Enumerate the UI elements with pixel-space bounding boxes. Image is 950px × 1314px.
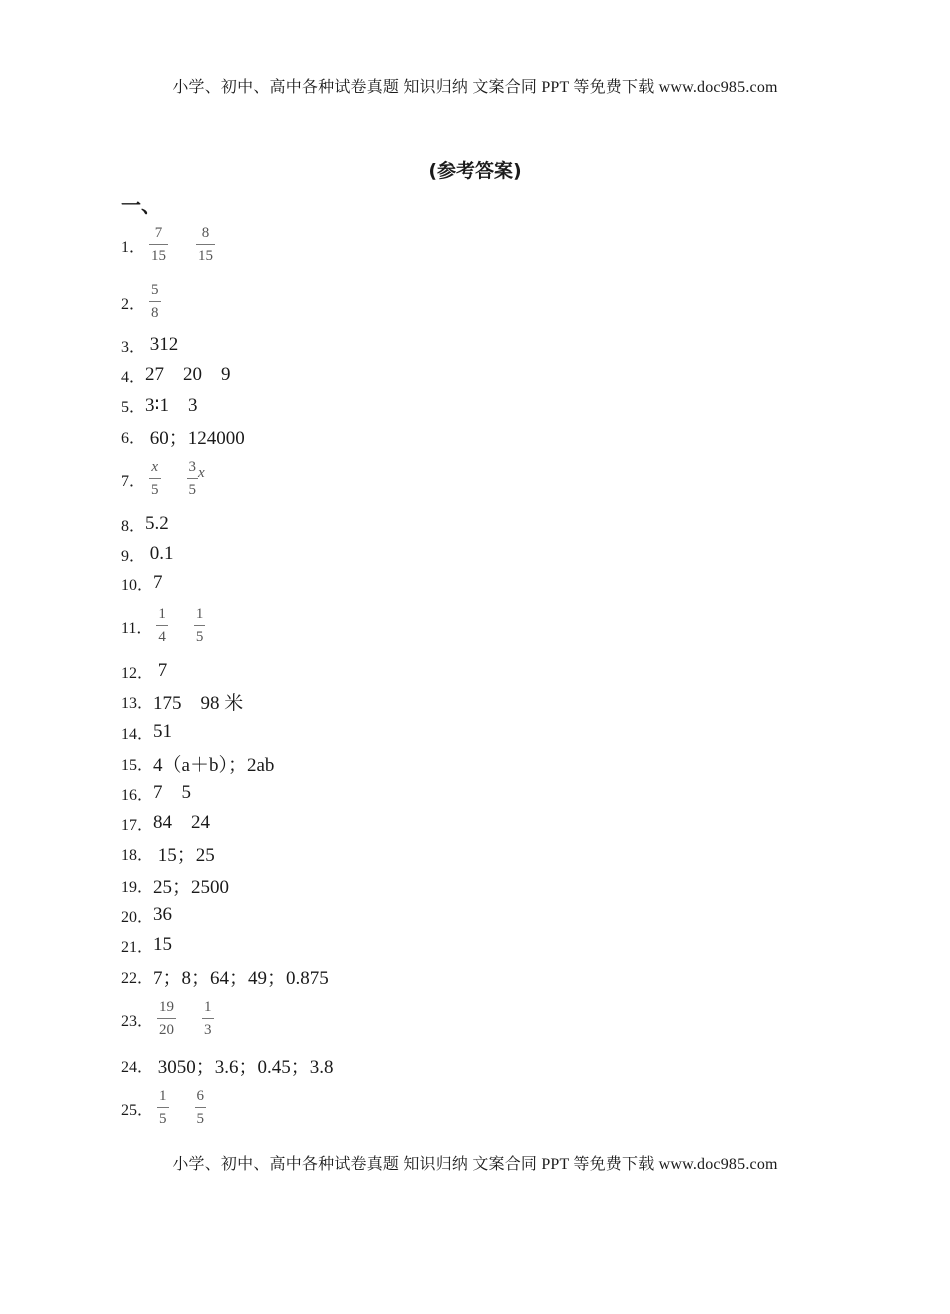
answer-item-21 <box>121 930 172 960</box>
numerator: 3 <box>188 459 197 475</box>
answer-item-25 <box>121 1088 210 1127</box>
item-number: 23． <box>121 1012 154 1030</box>
numerator: 19 <box>159 999 175 1015</box>
denominator: 5 <box>159 1111 167 1127</box>
numerator: 1 <box>204 999 212 1015</box>
item-number: 19． <box>121 878 154 896</box>
answer-item-24 <box>121 1050 334 1080</box>
item-number: 18． <box>121 846 154 864</box>
item-number: 7． <box>121 472 146 490</box>
item-number: 16． <box>121 786 154 804</box>
answer-text: 7 <box>153 572 163 593</box>
fraction <box>149 283 161 321</box>
denominator: 5 <box>195 629 204 645</box>
item-number: 11． <box>121 619 153 637</box>
item-number: 9． <box>121 547 146 565</box>
answer-item-5 <box>121 390 197 420</box>
item-number: 4． <box>121 368 146 386</box>
answer-item-10 <box>121 568 163 598</box>
item-number: 14． <box>121 725 154 743</box>
answer-text: 25；2500 <box>153 876 230 898</box>
answer-item-7 <box>121 459 205 498</box>
numerator: 6 <box>196 1088 205 1104</box>
fraction <box>195 1089 207 1127</box>
answer-text: 3∶1 3 <box>145 394 198 416</box>
answer-text: 312 <box>145 334 179 355</box>
denominator: 15 <box>151 248 167 264</box>
fraction <box>157 1089 169 1127</box>
item-number: 15． <box>121 756 154 774</box>
numerator: 1 <box>159 1088 167 1104</box>
answer-item-23 <box>121 999 218 1038</box>
answer-text: 84 24 <box>153 812 211 833</box>
answer-text: 36 <box>153 904 173 925</box>
answer-text: 7 <box>153 660 168 681</box>
numerator: x <box>151 459 159 475</box>
denominator: 5 <box>188 482 197 498</box>
answer-text: 27 20 9 <box>145 364 231 385</box>
item-number: 21． <box>121 938 154 956</box>
fraction <box>196 226 215 264</box>
item-number: 25． <box>121 1101 154 1119</box>
numerator: 1 <box>158 606 166 622</box>
answer-text: 0.1 <box>145 543 174 564</box>
answer-item-22 <box>121 961 329 991</box>
answer-item-12 <box>121 656 167 686</box>
item-number: 10． <box>121 576 154 594</box>
answer-text: 7；8；64；49；0.875 <box>153 967 329 989</box>
answer-text: 3050；3.6；0.45；3.8 <box>153 1056 334 1078</box>
answer-text: 5.2 <box>145 513 169 534</box>
answer-item-8 <box>121 509 169 539</box>
denominator: 5 <box>196 1111 205 1127</box>
item-number: 20． <box>121 908 154 926</box>
numerator: 5 <box>151 282 159 298</box>
numerator: 7 <box>154 225 163 241</box>
denominator: 4 <box>158 629 166 645</box>
answer-item-6 <box>121 421 245 451</box>
answer-text: 15；25 <box>153 844 215 866</box>
fraction <box>202 1000 214 1038</box>
answer-text: 51 <box>153 721 173 742</box>
answer-text: 4（a＋b）；2ab <box>153 754 275 776</box>
answer-item-20 <box>121 900 172 930</box>
denominator: 15 <box>198 248 214 264</box>
item-number: 24． <box>121 1058 154 1076</box>
answer-item-2 <box>121 282 165 321</box>
answer-item-9 <box>121 539 174 569</box>
answer-item-4 <box>121 360 231 390</box>
fraction <box>187 460 199 498</box>
fraction <box>156 607 168 645</box>
answer-text: 175 98 米 <box>153 692 244 714</box>
item-number: 1． <box>121 238 146 256</box>
answer-title: (参考答案) <box>428 160 522 182</box>
page-header-banner: 小学、初中、高中各种试卷真题 知识归纳 文案合同 PPT 等免费下载 www.doc985.com <box>172 79 778 96</box>
variable: x <box>198 464 205 481</box>
answer-item-13 <box>121 686 243 716</box>
denominator: 5 <box>151 482 159 498</box>
item-number: 3． <box>121 338 146 356</box>
denominator: 3 <box>204 1022 212 1038</box>
answer-item-17 <box>121 808 210 838</box>
item-number: 13． <box>121 694 154 712</box>
answer-item-3 <box>121 330 178 360</box>
denominator: 20 <box>159 1022 175 1038</box>
answer-text: 15 <box>153 934 173 955</box>
answer-item-18 <box>121 838 215 868</box>
numerator: 1 <box>195 606 204 622</box>
answer-item-1 <box>121 225 219 264</box>
item-number: 17． <box>121 816 154 834</box>
answer-item-11 <box>121 606 209 645</box>
answer-item-16 <box>121 778 191 808</box>
answer-item-19 <box>121 870 229 900</box>
item-number: 5． <box>121 398 146 416</box>
answer-item-14 <box>121 717 172 747</box>
fraction <box>194 607 206 645</box>
numerator: 8 <box>201 225 210 241</box>
item-number: 2． <box>121 295 146 313</box>
section-heading: 一、 <box>121 193 161 217</box>
item-number: 22． <box>121 969 154 987</box>
answer-item-15 <box>121 748 274 778</box>
fraction <box>149 226 168 264</box>
denominator: 8 <box>151 305 159 321</box>
answer-text: 60；124000 <box>145 427 245 449</box>
fraction <box>157 1000 176 1038</box>
item-number: 12． <box>121 664 154 682</box>
answer-text: 7 5 <box>153 782 192 803</box>
item-number: 8． <box>121 517 146 535</box>
page-footer-banner: 小学、初中、高中各种试卷真题 知识归纳 文案合同 PPT 等免费下载 www.doc985.com <box>172 1156 778 1173</box>
fraction <box>149 460 161 498</box>
item-number: 6． <box>121 429 146 447</box>
